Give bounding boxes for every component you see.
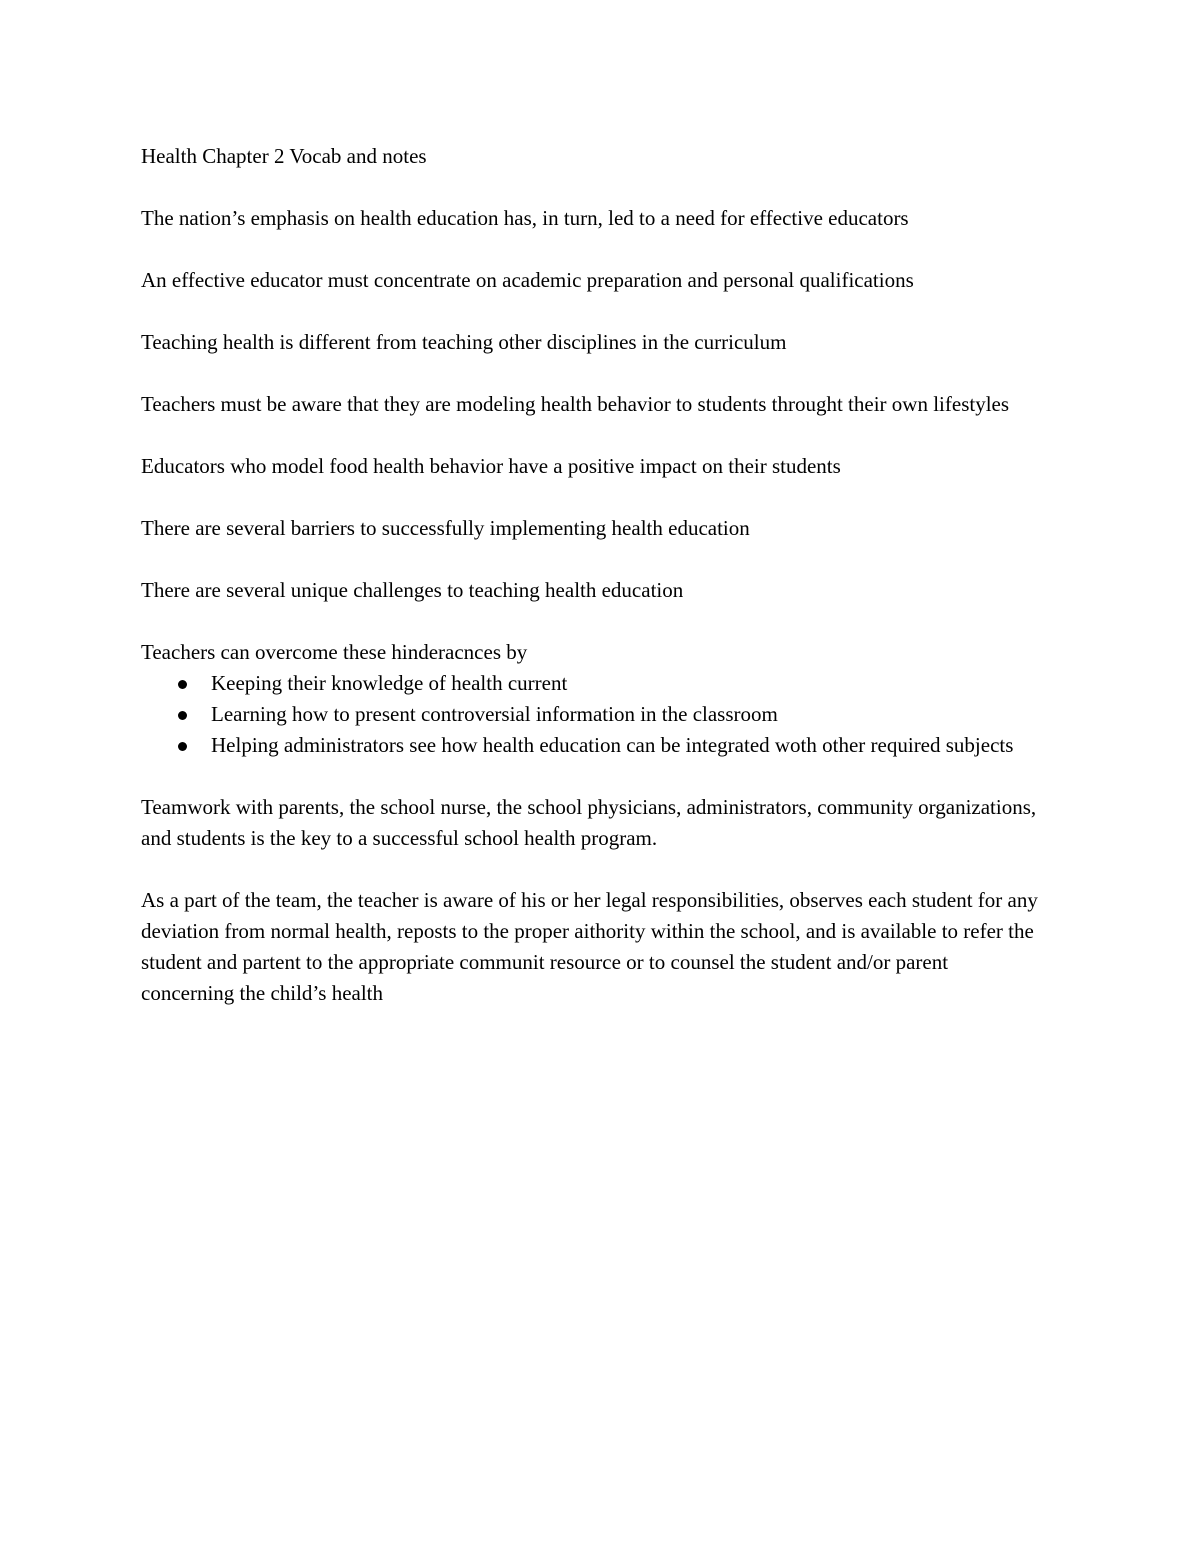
paragraph-team-role: As a part of the team, the teacher is aware of his or her legal responsibilities, observes each student for any deviation from normal health, reposts to the proper aithority within the school, and is available to refer the student and partent to the appropriate communit resource or to counsel the student and/or parent concerning the child’s health: [141, 888, 1038, 1005]
bullet-icon: [178, 711, 187, 720]
list-item: [141, 730, 1041, 761]
bullet-icon: [178, 680, 187, 689]
list-item: [141, 699, 1041, 730]
list-item-text: Keeping their knowledge of health current: [211, 671, 568, 695]
list-item-text: Learning how to present controversial information in the classroom: [211, 702, 778, 726]
paragraph: The nation’s emphasis on health education has, in turn, led to a need for effective educators: [141, 206, 909, 230]
list-item: [141, 668, 1041, 699]
bullet-list: [141, 668, 1041, 761]
paragraph-teamwork: Teamwork with parents, the school nurse, the school physicians, administrators, community organizations, and students is the key to a successful school health program.: [141, 795, 1037, 850]
paragraph: There are several barriers to successfully implementing health education: [141, 516, 750, 540]
paragraph: There are several unique challenges to teaching health education: [141, 578, 684, 602]
document-title: Health Chapter 2 Vocab and notes: [141, 144, 427, 168]
paragraph: Educators who model food health behavior have a positive impact on their students: [141, 454, 841, 478]
paragraph: Teachers must be aware that they are modeling health behavior to students throught their own lifestyles: [141, 392, 1010, 416]
list-item-text: Helping administrators see how health education can be integrated woth other required subjects: [211, 733, 1014, 757]
paragraph: An effective educator must concentrate on academic preparation and personal qualifications: [141, 268, 914, 292]
bullet-icon: [178, 742, 187, 751]
paragraph: Teaching health is different from teaching other disciplines in the curriculum: [141, 330, 787, 354]
list-intro: Teachers can overcome these hinderacnces by: [141, 640, 528, 664]
